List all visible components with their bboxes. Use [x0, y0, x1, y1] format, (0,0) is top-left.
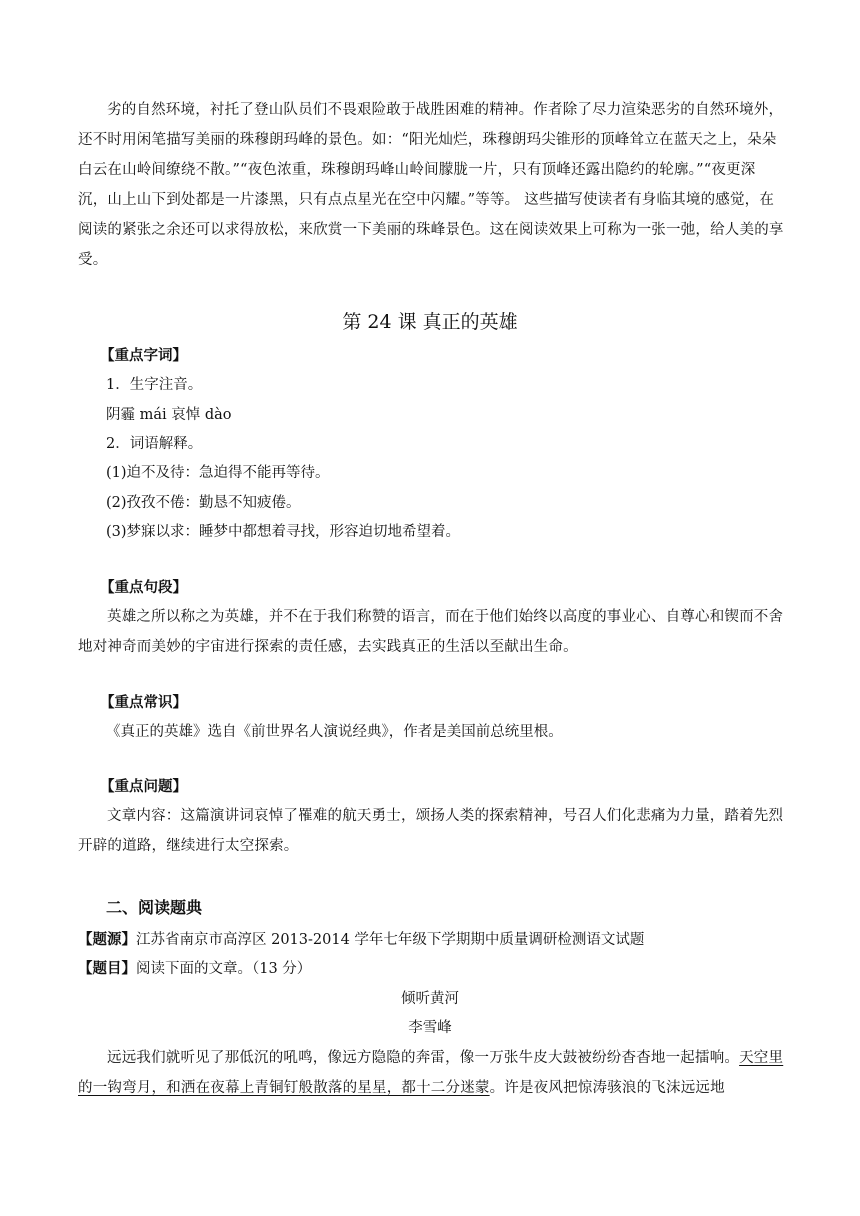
key-words-pinyin: 阴霾 mái 哀悼 dào: [106, 407, 232, 423]
source-line: [78, 925, 784, 955]
key-words-item2: 2．词语解释。: [106, 436, 203, 452]
lesson-title: 第 24 课 真正的英雄: [342, 311, 518, 333]
question-line: [78, 954, 784, 984]
key-sentences-text: 英雄之所以称之为英雄，并不在于我们称赞的语言，而在于他们始终以高度的事业心、自尊心和锲而不舍地对神奇而美妙的宇宙进行探索的责任感，去实践真正的生活以至献出生命。: [78, 609, 784, 655]
key-words-item1: 1．生字注音。: [106, 377, 203, 393]
key-knowledge-text: 《真正的英雄》选自《前世界名人演说经典》，作者是美国前总统里根。: [106, 724, 563, 740]
key-words-def3: (3)梦寐以求：睡梦中都想着寻找，形容迫切地希望着。: [106, 524, 461, 540]
article-part1: 远远我们就听见了那低沉的吼鸣，像远方隐隐的奔雷，像一万张牛皮大鼓被纷纷杳杳地一起擂响。: [107, 1050, 740, 1066]
source-label: 【题源】: [78, 931, 136, 948]
key-words-heading: 【重点字词】: [100, 347, 187, 364]
question-text: 阅读下面的文章。（13 分）: [136, 961, 312, 977]
key-questions-text: 文章内容：这篇演讲词哀悼了罹难的航天勇士，颂扬人类的探索精神，号召人们化悲痛为力量，踏着先烈开辟的道路，继续进行太空探索。: [78, 808, 784, 854]
key-words-def2: (2)孜孜不倦：勤恳不知疲倦。: [106, 495, 301, 511]
key-knowledge-heading: 【重点常识】: [100, 694, 187, 711]
article-underlined-sentence: 天空里的一钩弯月，和洒在夜幕上青铜钉般散落的星星，都十二分迷蒙: [78, 1050, 784, 1096]
article-title: 倾听黄河: [401, 991, 459, 1007]
intro-paragraph: 劣的自然环境，衬托了登山队员们不畏艰险敢于战胜困难的精神。作者除了尽力渲染恶劣的自然环境外，还不时用闲笔描写美丽的珠穆朗玛峰的景色。如：“阳光灿烂，珠穆朗玛尖锥形的顶峰耸立在蓝天之上，朵朵白云在山岭间缭绕不散。”“夜色浓重，珠穆朗玛峰山岭间朦胧一片，只有顶峰还露出隐约的轮廓。”“夜更深沉，山上山下到处都是一片漆黑，只有点点星光在空中闪耀。”等等。 这些描写使读者有身临其境的感觉，在阅读的紧张之余还可以求得放松，来欣赏一下美丽的珠峰景色。这在阅读效果上可称为一张一弛，给人美的享受。: [78, 102, 784, 268]
key-questions-heading: 【重点问题】: [100, 778, 187, 795]
article-author: 李雪峰: [408, 1020, 452, 1036]
article-part2: 。许是夜风把惊涛骇浪的飞沫远远地: [489, 1080, 725, 1096]
article-paragraph: [78, 1043, 784, 1103]
key-words-def1: (1)迫不及待：急迫得不能再等待。: [106, 465, 330, 481]
reading-section-title: 二、阅读题典: [106, 898, 203, 917]
key-sentences-heading: 【重点句段】: [100, 579, 187, 596]
question-label: 【题目】: [78, 960, 136, 977]
source-text: 江苏省南京市高淳区 2013-2014 学年七年级下学期期中质量调研检测语文试题: [136, 932, 645, 948]
